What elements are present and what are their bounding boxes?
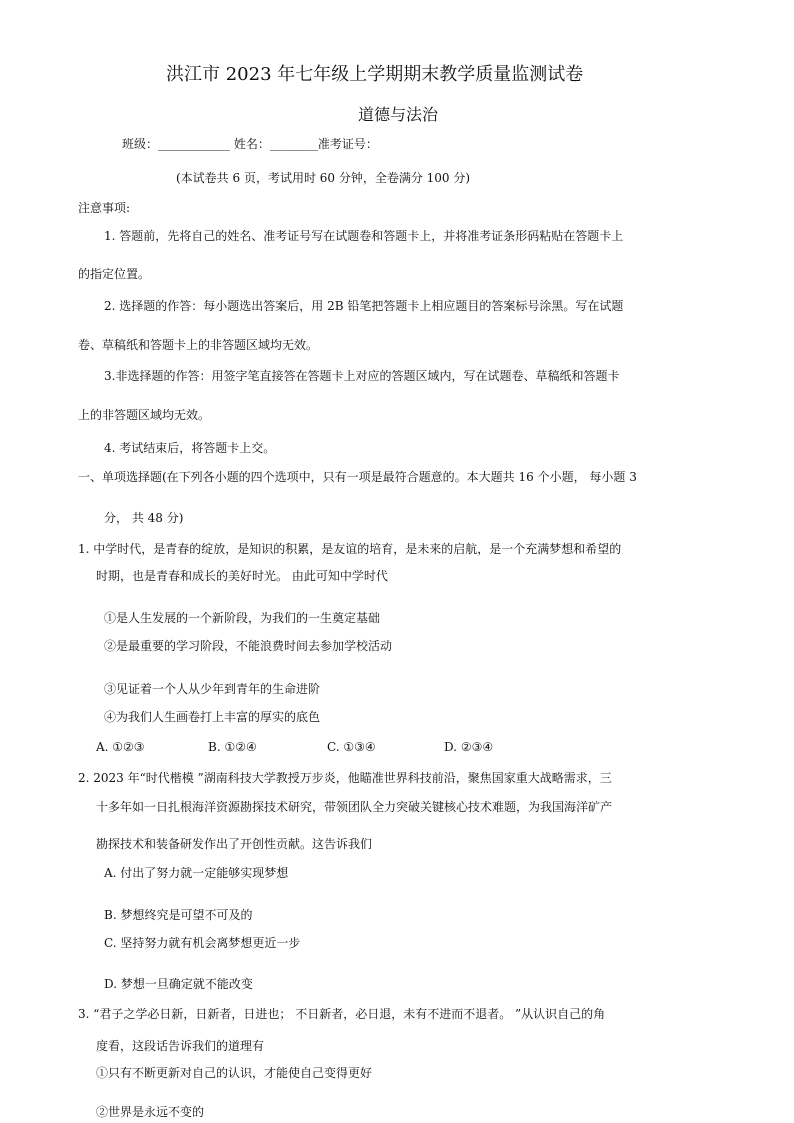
- notice-item-1: 1. 答题前，先将自己的姓名、准考证号写在试题卷和答题卡上，并将准考证条形码粘贴在答题卡上: [104, 229, 624, 243]
- question-2-stem-cont-2: 勘探技术和装备研发作出了开创性贡献。这告诉我们: [96, 837, 373, 851]
- exam-info: (本试卷共 6 页，考试用时 60 分钟，全卷满分 100 分): [176, 171, 471, 185]
- notice-item-1-cont: 的指定位置。: [78, 267, 151, 281]
- exam-title: 洪江市 2023 年七年级上学期期末教学质量监测试卷: [166, 64, 584, 85]
- question-1-stem: 1. 中学时代，是青春的绽放，是知识的积累，是友谊的培育，是未来的启航，是一个充满梦想和希望的: [78, 542, 622, 556]
- question-1-statement-2: ②是最重要的学习阶段，不能浪费时间去参加学校活动: [104, 639, 393, 653]
- question-2-option-a: A. 付出了努力就一定能够实现梦想: [104, 866, 289, 880]
- notice-item-3: 3.非选择题的作答：用签字笔直接答在答题卡上对应的答题区域内，写在试题卷、草稿纸和答题卡: [104, 369, 620, 383]
- notice-item-2: 2. 选择题的作答：每小题选出答案后，用 2B 铅笔把答题卡上相应题目的答案标号涂黑。写在试题: [104, 299, 624, 313]
- student-info-fields: 班级：____________ 姓名：________准考证号：: [122, 137, 378, 151]
- question-1-option-c: C. ①③④: [327, 740, 376, 754]
- question-3-stem-cont: 度看，这段话告诉我们的道理有: [96, 1039, 265, 1053]
- notice-heading: 注意事项:: [78, 201, 131, 215]
- question-1-option-b: B. ①②④: [208, 740, 257, 754]
- question-1-statement-1: ①是人生发展的一个新阶段，为我们的一生奠定基础: [104, 611, 381, 625]
- question-1-option-a: A. ①②③: [96, 740, 145, 754]
- section-heading-cont: 分， 共 48 分): [104, 511, 184, 525]
- section-heading: 一、单项选择题(在下列各小题的四个选项中，只有一项是最符合题意的。本大题共 16 个小题， 每小题 3: [78, 470, 637, 484]
- question-3-statement-2: ②世界是永远不变的: [96, 1105, 205, 1119]
- question-3-statement-1: ①只有不断更新对自己的认识，才能使自己变得更好: [96, 1066, 373, 1080]
- question-2-option-d: D. 梦想一旦确定就不能改变: [104, 977, 253, 991]
- question-1-statement-3: ③见证着一个人从少年到青年的生命进阶: [104, 682, 321, 696]
- notice-item-3-cont: 上的非答题区域均无效。: [78, 408, 211, 422]
- question-1-stem-cont: 时期，也是青春和成长的美好时光。 由此可知中学时代: [96, 569, 388, 583]
- question-2-option-b: B. 梦想终究是可望不可及的: [104, 908, 253, 922]
- question-2-stem-cont-1: 十多年如一日扎根海洋资源勘探技术研究，带领团队全力突破关键核心技术难题，为我国海洋矿产: [96, 800, 613, 814]
- question-2-stem: 2. 2023 年“时代楷模 ”湖南科技大学教授万步炎，他瞄准世界科技前沿，聚焦国家重大战略需求，三: [78, 771, 612, 785]
- question-1-option-d: D. ②③④: [444, 740, 494, 754]
- question-1-statement-4: ④为我们人生画卷打上丰富的厚实的底色: [104, 710, 321, 724]
- question-2-option-c: C. 坚持努力就有机会离梦想更近一步: [104, 936, 301, 950]
- notice-item-2-cont: 卷、草稿纸和答题卡上的非答题区域均无效。: [78, 338, 319, 352]
- notice-item-4: 4. 考试结束后，将答题卡上交。: [104, 441, 276, 455]
- subject-title: 道德与法治: [358, 105, 439, 124]
- question-3-stem: 3. “君子之学必日新，日新者，日进也； 不日新者，必日退，未有不进而不退者。 ”从认识自己的角: [78, 1007, 606, 1021]
